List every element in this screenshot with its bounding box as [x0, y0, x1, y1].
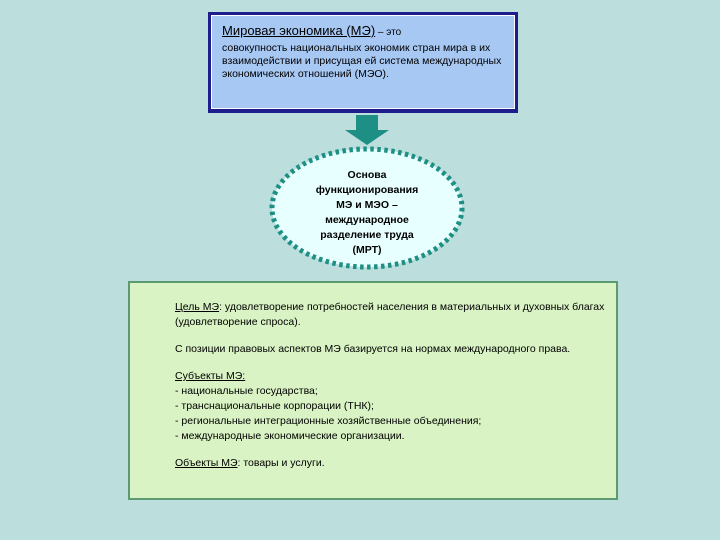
goal-term: Цель МЭ — [175, 301, 220, 313]
mrt-line: (МРТ) — [352, 244, 382, 256]
subject-item: - транснациональные корпорации (ТНК); — [175, 400, 374, 412]
definition-box — [208, 12, 518, 113]
objects-term: Объекты МЭ — [175, 457, 238, 469]
subject-item: - международные экономические организации. — [175, 430, 405, 442]
definition-title — [222, 23, 504, 41]
details-box — [128, 281, 618, 500]
objects-paragraph — [175, 456, 606, 471]
mrt-line: международное — [325, 214, 409, 226]
subjects-term: Субъекты МЭ: — [175, 370, 246, 382]
mrt-line: МЭ и МЭО – — [336, 199, 398, 211]
mrt-circle-text — [300, 168, 434, 258]
legal-paragraph: С позиции правовых аспектов МЭ базируется на нормах международного права. — [175, 343, 571, 355]
definition-term: Мировая экономика (МЭ) — [222, 23, 376, 38]
mrt-line: Основа — [347, 169, 387, 181]
subjects-block — [175, 369, 606, 444]
down-arrow-icon — [345, 115, 389, 145]
goal-text: : удовлетворение потребностей населения в материальных и духовных благах (удовлетворение спроса). — [175, 301, 605, 328]
goal-paragraph — [175, 300, 606, 330]
down-arrow-shape — [345, 115, 389, 145]
subject-item: - региональные интеграционные хозяйственные объединения; — [175, 415, 482, 427]
mrt-line: разделение труда — [320, 229, 414, 241]
definition-box-inner — [211, 15, 515, 109]
objects-text: : товары и услуги. — [237, 457, 325, 469]
subject-item: - национальные государства; — [175, 385, 318, 397]
definition-body: совокупность национальных экономик стран мира в их взаимодействии и присущая ей система международных экономических отношений (МЭО). — [222, 42, 502, 80]
mrt-line: функционирования — [315, 184, 419, 196]
definition-dash: – это — [375, 27, 402, 38]
